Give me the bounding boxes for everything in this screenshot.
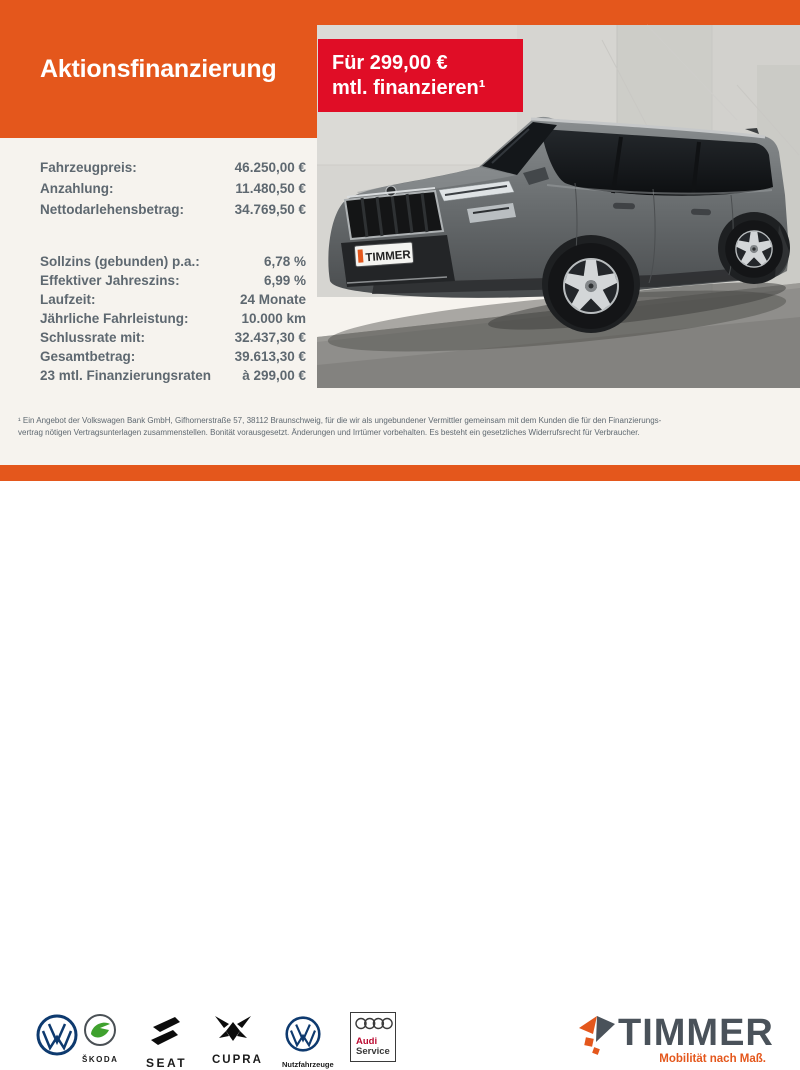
plate-text: TIMMER [365,249,412,265]
brand-logo-volkswagen [36,1014,78,1061]
skoda-icon [83,1013,117,1047]
finance-value: 24 Monate [239,292,306,307]
finance-label: Fahrzeugpreis: [40,160,137,175]
table-row [40,199,306,220]
table-row [40,328,306,347]
cupra-icon [213,1014,253,1042]
offer-line1: Für 299,00 € [332,52,448,74]
license-plate [354,242,413,267]
table-row [40,271,306,290]
finance-value: 46.250,00 € [234,160,306,175]
table-row [40,157,306,178]
finance-value: 11.480,50 € [235,181,306,196]
finance-label: Schlussrate mit: [40,330,146,345]
brand-logo-seat [146,1014,188,1070]
finance-label: Effektiver Jahreszins: [40,273,180,288]
brand-logo-skoda [82,1013,118,1064]
finance-value: 34.769,50 € [234,202,306,217]
finance-label: Sollzins (gebunden) p.a.: [40,254,200,269]
audi-rings-icon [355,1017,393,1030]
door-handle-front [613,203,635,210]
orange-divider-bar [0,465,800,481]
finance-value: 32.437,30 € [234,330,306,345]
finance-value: 6,99 % [263,273,306,288]
finance-value: à 299,00 € [242,368,306,383]
vw-nutzfahrzeuge-icon [285,1016,321,1052]
service-label: Service [356,1046,390,1057]
brand-label: ŠKODA [82,1055,119,1064]
plate-logo-mark [358,249,364,262]
rear-wheel [725,220,783,278]
finance-value: 10.000 km [241,311,306,326]
dealer-tagline: Mobilität nach Maß. [659,1053,766,1065]
finance-value: 6,78 % [263,254,306,269]
finance-label: Anzahlung: [40,181,114,196]
disclaimer-line1: ¹ Ein Angebot der Volkswagen Bank GmbH, Gifhornerstraße 57, 38112 Braunschweig, für die wir als ungebundener Vermittler gemeinsam mit dem Kunden die für den Finanzierungs- [18,416,662,425]
audi-label: Audi [356,1036,378,1047]
dealer-name: TIMMER [618,1012,774,1054]
finance-label: Laufzeit: [40,292,96,307]
finance-label: Jährliche Fahrleistung: [40,311,189,326]
timmer-mark-icon [578,1014,616,1058]
finance-price-table [40,157,306,220]
front-wheel [548,243,634,329]
skoda-badge [386,186,396,196]
brand-label: CUPRA [212,1054,263,1066]
finance-label: Gesamtbetrag: [40,349,136,364]
brand-label: Nutzfahrzeuge [282,1060,334,1069]
table-row [40,366,306,385]
disclaimer-line2: vertrag nötigen Vertragsunterlagen zusammenstellen. Bonität vorausgesetzt. Änderungen und Irrtümer vorbehalten. Es besteht ein gesetzliches Widerrufsrecht für Verbraucher. [18,427,640,437]
page-title: Aktionsfinanzierung [40,55,277,83]
table-row [40,290,306,309]
brand-logo-audi-service [350,1012,396,1062]
finance-label: Nettodarlehensbetrag: [40,202,185,217]
finance-terms-table [40,252,306,385]
brand-logo-cupra [212,1014,263,1066]
finance-label: 23 mtl. Finanzierungsraten [40,368,212,383]
legal-disclaimer [18,415,788,438]
brand-logo-vw-nutzfahrzeuge [282,1016,334,1069]
table-row [40,309,306,328]
table-row [40,347,306,366]
offer-banner [318,39,523,112]
table-row [40,252,306,271]
seat-icon [147,1014,183,1046]
finance-value: 39.613,30 € [234,349,306,364]
table-row [40,178,306,199]
footer [0,481,800,1070]
brand-label: SEAT [146,1056,188,1070]
door-handle-rear [691,209,711,216]
vw-icon [36,1014,78,1056]
offer-line2: mtl. finanzieren¹ [332,77,486,99]
